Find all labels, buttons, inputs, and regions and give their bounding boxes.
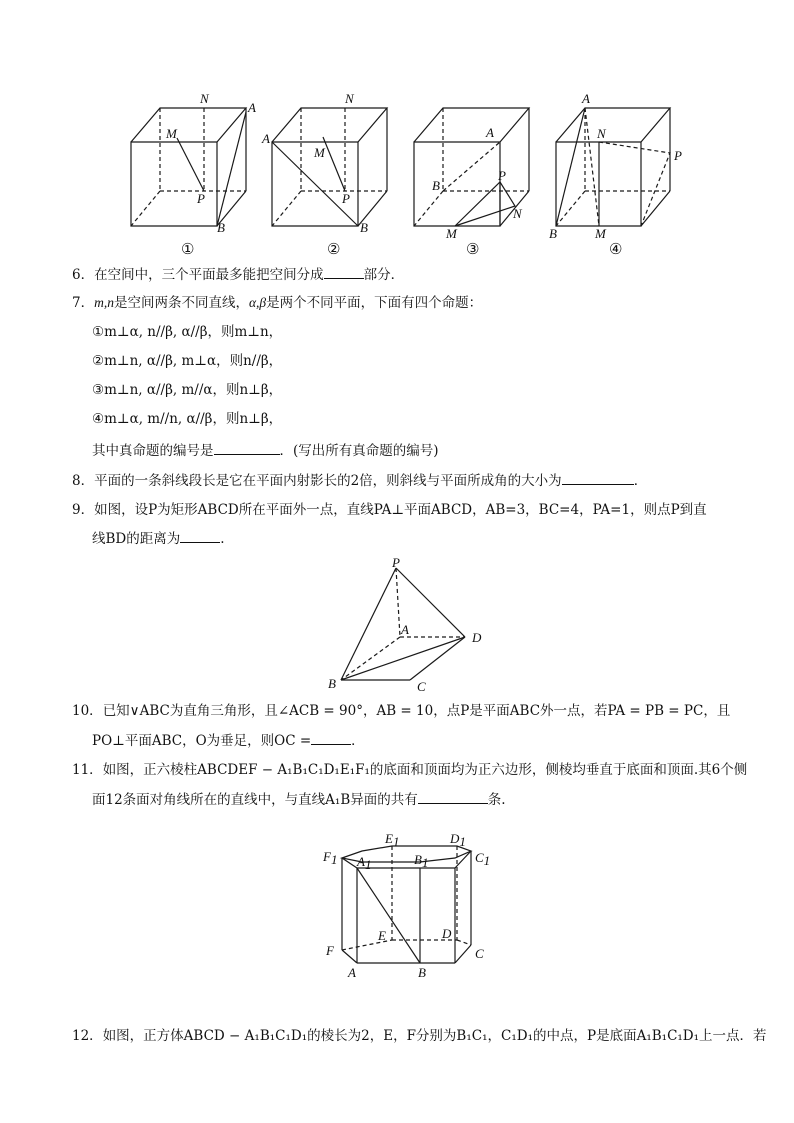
q11-fig-F1: F1 — [323, 849, 338, 867]
q11-line1: 如图，正六棱柱ABCDEF − A₁B₁C₁D₁E₁F₁的底面和顶面均为正六边形，侧棱均垂直于底面和顶面.其6个侧 — [102, 762, 748, 778]
cube3-number: ③ — [466, 242, 480, 258]
q11-fig-C1: C1 — [475, 850, 491, 868]
q7-question-text: 其中真命题的编号是 — [92, 443, 214, 459]
q8-text: 平面的一条斜线段长是它在平面内射影长的2倍，则斜线与平面所成角的大小为 — [94, 473, 562, 489]
q11-line2a: 面12条面对角线所在的直线中，与直线A₁B异面的共有 — [92, 792, 418, 808]
cube2-label-P: P — [342, 191, 350, 206]
q12-number: 12． — [72, 1028, 103, 1044]
cube2-number: ② — [327, 242, 341, 258]
q7-item-1: ①m⊥α, n//β, α//β，则m⊥n， — [92, 324, 283, 340]
q11-fig-F: F — [326, 943, 334, 958]
q11-fig-E1: E1 — [385, 831, 400, 849]
cube3-label-N: N — [513, 206, 522, 221]
q11-fig-D: D — [442, 926, 452, 941]
q10-line2b: ． — [351, 733, 365, 749]
q10-line1: 已知∨ABC为直角三角形，且∠ACB = 90°，AB = 10，点P是平面ABC外一点，若PA = PB = PC，且 — [102, 703, 731, 719]
q9-fig-B: B — [328, 676, 336, 691]
q7-intro-math2: α,β — [248, 295, 267, 310]
cube4-label-A: A — [582, 91, 590, 106]
q10-number: 10． — [72, 703, 103, 719]
q8-tail: ． — [633, 473, 648, 489]
q11-fig-D1: D1 — [450, 831, 466, 849]
q9-line1: 如图，设P为矩形ABCD所在平面外一点，直线PA⊥平面ABCD，AB=3，BC=4，PA=1，则点P到直 — [94, 502, 707, 518]
q12-line1: 如图，正方体ABCD − A₁B₁C₁D₁的棱长为2，E，F分别为B₁C₁，C₁D₁的中点，P是底面A₁B₁C₁D₁上一点．若 — [102, 1028, 767, 1044]
q11-fig-E: E — [378, 928, 386, 943]
q10-line2a: PO⊥平面ABC，O为垂足，则OC = — [92, 733, 312, 749]
cube2-label-B: B — [360, 220, 368, 235]
q6-text: 在空间中，三个平面最多能把空间分成 — [94, 267, 324, 283]
q9-fig-D: D — [472, 630, 482, 645]
q7-item-2: ②m⊥n, α//β, m⊥α，则n//β， — [92, 353, 283, 369]
q7-intro-math: m,n — [94, 295, 114, 310]
cube4-label-N: N — [597, 126, 606, 141]
cube2-label-N: N — [345, 91, 354, 106]
cube1-label-B: B — [217, 220, 225, 235]
q6-tail: 部分． — [363, 267, 405, 283]
q6-number: 6． — [72, 267, 95, 283]
q9-line2: 线BD的距离为 — [92, 531, 181, 547]
q11-fig-B1: B1 — [414, 852, 429, 870]
cube3-label-M: M — [446, 226, 457, 241]
q7-question-tail: ．(写出所有真命题的编号) — [279, 443, 439, 459]
q9-number: 9． — [72, 502, 95, 518]
cube1-label-N: N — [200, 91, 209, 106]
q7-item-3: ③m⊥n, α//β, m//α，则n⊥β， — [92, 382, 283, 398]
cube3-label-A: A — [486, 125, 494, 140]
q9-fig-P: P — [392, 555, 400, 570]
cube1-label-M: M — [166, 126, 177, 141]
q11-number: 11． — [72, 762, 103, 778]
q11-fig-A1: A1 — [357, 854, 372, 872]
cube4-label-M: M — [595, 226, 606, 241]
question-12 — [72, 1026, 767, 1046]
q7-number: 7． — [72, 295, 95, 311]
cube1-label-P: P — [197, 191, 205, 206]
q7-intro: 是空间两条不同直线， — [113, 295, 249, 311]
cube3-label-P: P — [498, 168, 506, 183]
q11-fig-B: B — [418, 965, 426, 980]
q7-item-4: ④m⊥α, m//n, α//β，则n⊥β， — [92, 411, 283, 427]
q8-number: 8． — [72, 473, 95, 489]
cube3-label-B: B — [432, 178, 440, 193]
q9-fig-A: A — [401, 622, 409, 637]
q11-fig-C: C — [475, 946, 484, 961]
cube2-label-A: A — [262, 131, 270, 146]
cube4-label-B: B — [549, 226, 557, 241]
q9-tail: . — [220, 531, 225, 547]
q11-fig-A: A — [348, 965, 356, 980]
cube4-label-P: P — [674, 148, 682, 163]
q11-line2b: 条. — [487, 792, 506, 808]
cube1-number: ① — [181, 242, 195, 258]
q7-intro2: 是两个不同平面，下面有四个命题： — [266, 295, 483, 311]
q9-fig-C: C — [417, 679, 426, 694]
cube1-label-A: A — [248, 100, 256, 115]
cube2-label-M: M — [314, 145, 325, 160]
cube4-number: ④ — [609, 242, 623, 258]
